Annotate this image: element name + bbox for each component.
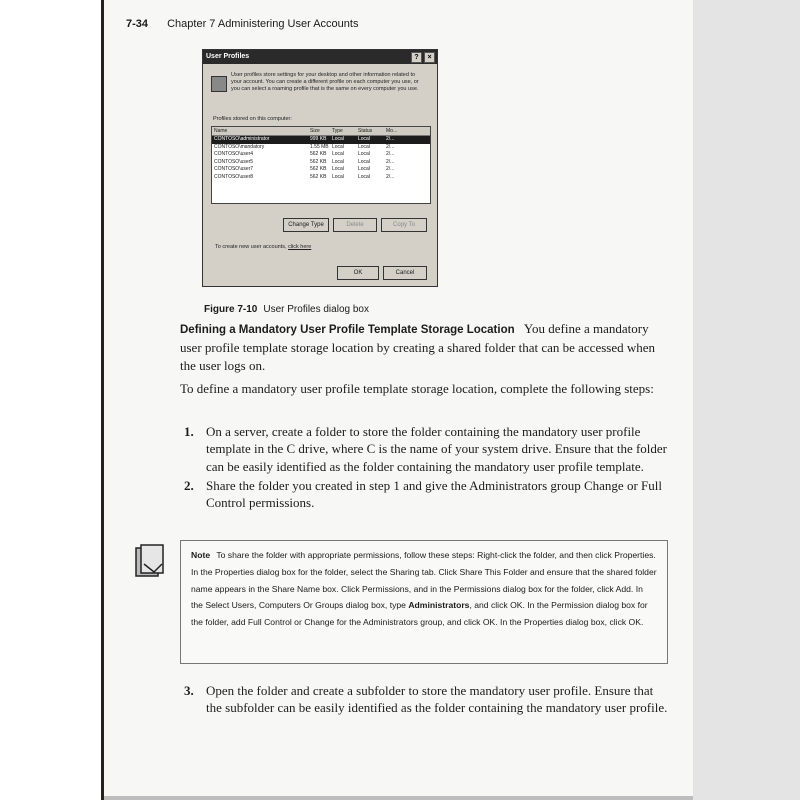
column-modified[interactable]: Mo... [386, 128, 398, 134]
row-size: 999 KB [310, 136, 327, 142]
row-modified: 2/... [386, 166, 395, 172]
figure-label: Figure 7-10 [204, 304, 258, 315]
steps-list-continued [184, 682, 668, 719]
list-item [184, 423, 668, 475]
page-number: 7-34 [126, 18, 149, 30]
user-profiles-dialog [202, 49, 438, 287]
row-status: Local [358, 143, 370, 150]
create-accounts-text [215, 244, 311, 250]
note-bold-word: Administrators [408, 600, 470, 611]
row-status: Local [358, 136, 370, 142]
dialog-titlebar [203, 50, 437, 64]
section-heading: Defining a Mandatory User Profile Template Storage Location [180, 324, 515, 336]
note-label: Note [191, 550, 211, 560]
delete-button[interactable]: Delete [333, 218, 377, 232]
chapter-title: Chapter 7 Administering User Accounts [167, 18, 359, 30]
list-header [212, 127, 430, 136]
profiles-list[interactable] [211, 126, 431, 204]
step-text: On a server, create a folder to store the folder containing the mandatory user profile template in the C drive, where C is the name of your system drive. Ensure that the folder can be easily identified as the folder containing the mandatory user profile template. [206, 424, 668, 474]
column-name[interactable]: Name [214, 128, 228, 134]
list-item[interactable] [212, 144, 430, 152]
row-type: Local [332, 158, 344, 165]
column-size[interactable]: Size [310, 128, 320, 134]
section-body: You define a mandatory user profile template storage location by creating a shared folder that can be accessed when the user logs on. [180, 321, 656, 373]
row-size: 562 KB [310, 173, 327, 180]
row-status: Local [358, 173, 370, 180]
row-modified: 2/... [386, 158, 395, 165]
row-modified: 2/... [386, 173, 395, 180]
row-name: CONTOSO\user4 [214, 151, 254, 157]
intro-paragraph: To define a mandatory user profile template storage location, complete the following steps: [180, 381, 654, 396]
section-paragraph [180, 320, 668, 374]
row-type: Local [332, 166, 344, 172]
steps-list [184, 423, 668, 513]
row-modified: 2/... [386, 136, 395, 142]
row-status: Local [358, 166, 370, 172]
row-status: Local [358, 151, 370, 157]
note-text: To share the folder with appropriate permissions, follow these steps: Right-click the folder, and then click Properties. In the Properties dialog box for the folder, select the Sharing tab. Click Share This Folder and ensure that the shared folder name appears in the Share Name box. Click Permissions, and in the Permissions dialog box for the folder, click Add. In the Select Users, Computers Or Groups dialog box, type [191, 550, 657, 611]
row-type: Local [332, 143, 344, 150]
row-modified: 2/... [386, 151, 395, 157]
list-item [184, 682, 668, 717]
book-page [104, 0, 693, 796]
row-name: CONTOSO\mandatory [214, 143, 265, 150]
page-header [126, 18, 358, 30]
row-name: CONTOSO\administrator [214, 136, 270, 142]
step-text: Share the folder you created in step 1 and give the Administrators group Change or Full Control permissions. [206, 477, 662, 511]
click-here-link[interactable]: click here [288, 244, 312, 250]
figure-caption [204, 304, 369, 315]
list-item[interactable] [212, 159, 430, 167]
step-number: 2. [184, 477, 194, 493]
list-item[interactable] [212, 166, 430, 174]
row-type: Local [332, 136, 344, 142]
change-type-button[interactable]: Change Type [283, 218, 329, 232]
close-icon[interactable]: × [424, 52, 435, 63]
note-icon [132, 544, 166, 580]
profiles-list-label: Profiles stored on this computer: [213, 116, 292, 122]
row-status: Local [358, 158, 370, 165]
row-name: CONTOSO\user5 [214, 158, 254, 165]
list-item[interactable] [212, 151, 430, 159]
column-status[interactable]: Status [358, 128, 373, 134]
column-type[interactable]: Type [332, 128, 343, 134]
step-number: 3. [184, 683, 194, 698]
create-accounts-label: To create new user accounts, [215, 244, 287, 250]
user-profile-icon [211, 76, 227, 92]
row-modified: 2/... [386, 143, 395, 150]
note-box [180, 540, 668, 664]
ok-button[interactable]: OK [337, 266, 379, 280]
copy-to-button[interactable]: Copy To [381, 218, 427, 232]
step-text: Open the folder and create a subfolder to store the mandatory user profile. Ensure that the subfolder can be easily identified as the folder containing the mandatory user profile. [206, 683, 668, 716]
help-icon[interactable]: ? [411, 52, 422, 63]
dialog-title: User Profiles [206, 53, 250, 60]
row-type: Local [332, 151, 344, 157]
row-size: 562 KB [310, 158, 327, 165]
cancel-button[interactable]: Cancel [383, 266, 427, 280]
page-bottom-edge [104, 796, 693, 800]
step-number: 1. [184, 424, 194, 439]
row-size: 562 KB [310, 151, 327, 157]
list-item[interactable] [212, 174, 430, 182]
list-item [184, 477, 668, 512]
note-text-after: , and click OK. In the Permission dialog box for the folder, add Full Control or Change for the Administrators group, and click OK. In the Properties dialog box, click OK. [191, 600, 648, 628]
row-size: 1.55 MB [310, 143, 329, 150]
dialog-description: User profiles store settings for your desktop and other information related to your account. You can create a different profile on each computer you use, or you can select a roaming profile that is the same on every computer you use. [231, 72, 419, 92]
figure-caption-text: User Profiles dialog box [263, 304, 369, 315]
page-margin-background [693, 0, 800, 800]
row-size: 562 KB [310, 166, 327, 172]
row-type: Local [332, 173, 344, 180]
row-name: CONTOSO\user8 [214, 173, 254, 180]
list-item[interactable] [212, 136, 430, 144]
row-name: CONTOSO\user7 [214, 166, 254, 172]
